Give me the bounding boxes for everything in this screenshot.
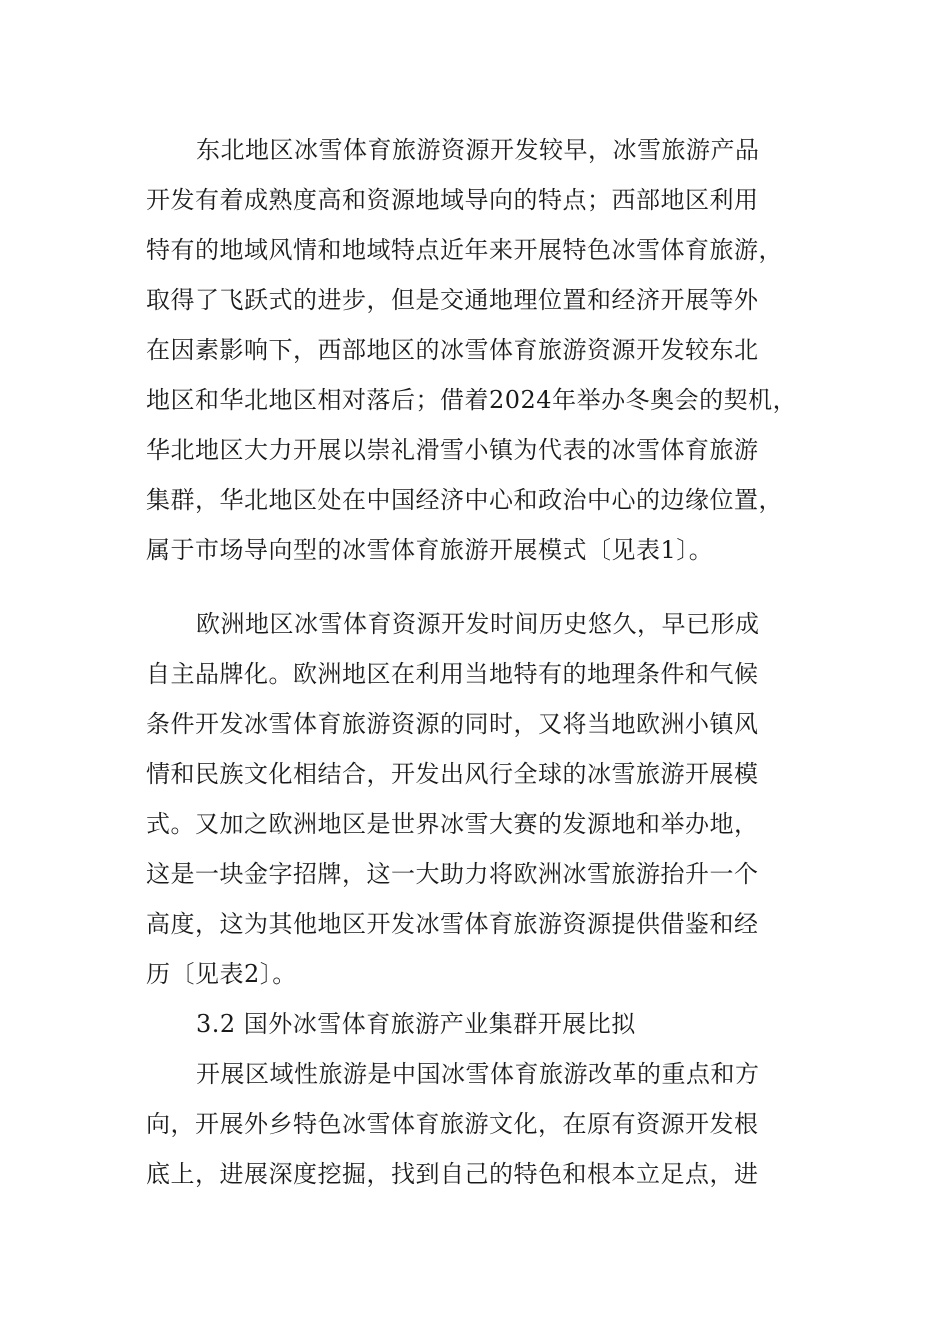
text-line: 历〔见表2〕。 bbox=[146, 960, 297, 988]
text-line: 底上，进展深度挖掘，找到自己的特色和根本立足点，进 bbox=[146, 1160, 759, 1188]
text-line: 条件开发冰雪体育旅游资源的同时，又将当地欧洲小镇风 bbox=[146, 710, 759, 738]
text-line: 自主品牌化。欧洲地区在利用当地特有的地理条件和气候 bbox=[146, 660, 759, 688]
text-line: 式。又加之欧洲地区是世界冰雪大赛的发源地和举办地， bbox=[146, 810, 759, 838]
text-line: 高度，这为其他地区开发冰雪体育旅游资源提供借鉴和经 bbox=[146, 910, 759, 938]
text-line: 在因素影响下，西部地区的冰雪体育旅游资源开发较东北 bbox=[146, 336, 759, 364]
text-line: 集群，华北地区处在中国经济中心和政治中心的边缘位置， bbox=[146, 486, 783, 514]
text-line: 东北地区冰雪体育旅游资源开发较早，冰雪旅游产品 bbox=[196, 136, 760, 164]
text-line: 这是一块金字招牌，这一大助力将欧洲冰雪旅游抬升一个 bbox=[146, 860, 759, 888]
text-line: 地区和华北地区相对落后；借着2024年举办冬奥会的契机， bbox=[146, 386, 798, 414]
text-line: 欧洲地区冰雪体育资源开发时间历史悠久，早已形成 bbox=[196, 610, 760, 638]
text-line: 开发有着成熟度高和资源地域导向的特点；西部地区利用 bbox=[146, 186, 759, 214]
text-line: 特有的地域风情和地域特点近年来开展特色冰雪体育旅游， bbox=[146, 236, 783, 264]
text-line: 向，开展外乡特色冰雪体育旅游文化，在原有资源开发根 bbox=[146, 1110, 759, 1138]
text-line: 属于市场导向型的冰雪体育旅游开展模式〔见表1〕。 bbox=[146, 536, 714, 564]
text-line: 华北地区大力开展以崇礼滑雪小镇为代表的冰雪体育旅游 bbox=[146, 436, 759, 464]
text-line: 情和民族文化相结合，开发出风行全球的冰雪旅游开展模 bbox=[146, 760, 759, 788]
section-heading: 3.2 国外冰雪体育旅游产业集群开展比拟 bbox=[196, 1010, 636, 1038]
text-line: 取得了飞跃式的进步，但是交通地理位置和经济开展等外 bbox=[146, 286, 759, 314]
text-line: 开展区域性旅游是中国冰雪体育旅游改革的重点和方 bbox=[196, 1060, 760, 1088]
